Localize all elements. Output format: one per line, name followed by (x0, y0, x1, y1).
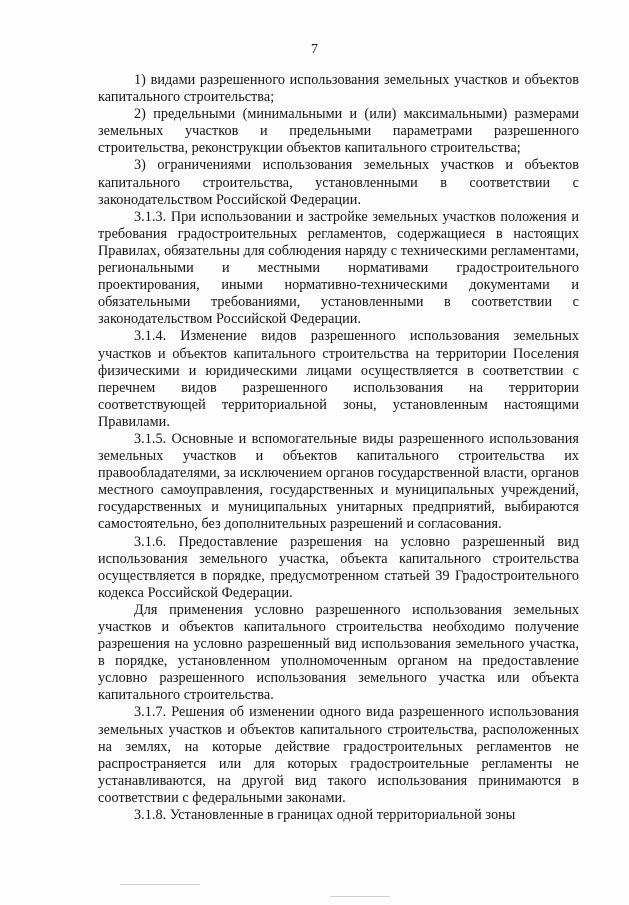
paragraph-1: 1) видами разрешенного использования земельных участков и объектов капитального строительства; (98, 72, 579, 106)
paragraph-3-1-6: 3.1.6. Предоставление разрешения на условно разрешенный вид использования земельного участка, объекта капитального строительства осуществляется в порядке, предусмотренном статьей 39 Градостроительного кодекса Российской Федерации. (98, 533, 579, 601)
scan-artifact (330, 896, 390, 897)
page-number: 7 (311, 42, 318, 57)
paragraph-conditional-use: Для применения условно разрешенного использования земельных участков и объектов капитального строительства необходимо получение разрешения на условно разрешенный вид использования земельного участка, в порядке, установленном уполномоченным органом на предоставление условно разрешенного использования земельного участка или объекта капитального строительства. (98, 601, 579, 704)
paragraph-3-1-4: 3.1.4. Изменение видов разрешенного использования земельных участков и объектов капитального строительства на территории Поселения физическими и юридическими лицами осуществляется в соответствии с перечнем видов разрешенного использования на территории соответствующей территориальной зоны, установленным настоящими Правилами. (98, 328, 579, 430)
paragraph-3-1-3: 3.1.3. При использовании и застройке земельных участков положения и требования градостроительных регламентов, содержащиеся в настоящих Правилах, обязательны для соблюдения наряду с техническими регламентами, региональными и местными нормативами градостроительного проектирования, иными нормативно-техническими документами и обязательными требованиями, установленными в соответствии с законодательством Российской Федерации. (98, 208, 579, 328)
paragraph-3-1-5: 3.1.5. Основные и вспомогательные виды разрешенного использования земельных участков и объектов капитального строительства их правообладателями, за исключением органов государственной власти, органов местного самоуправления, государственных и муниципальных учреждений, государственных и муниципальных унитарных предприятий, выбираются самостоятельно, без дополнительных разрешений и согласования. (98, 430, 579, 533)
paragraph-3: 3) ограничениями использования земельных участков и объектов капитального строительства, установленными в соответствии с законодательством Российской Федерации. (98, 157, 579, 208)
paragraph-3-1-8: 3.1.8. Установленные в границах одной территориальной зоны (134, 807, 516, 824)
document-body (98, 72, 579, 824)
paragraph-2: 2) предельными (минимальными и (или) максимальными) размерами земельных участков и предельными параметрами разрешенного строительства, реконструкции объектов капитального строительства; (98, 106, 579, 157)
paragraph-3-1-7: 3.1.7. Решения об изменении одного вида разрешенного использования земельных участков и объектов капитального строительства, расположенных на землях, на которые действие градостроительных регламентов не распространяется или для которых градостроительные регламенты не устанавливаются, на другой вид такого использования принимаются в соответствии с федеральными законами. (98, 704, 579, 806)
scan-artifact (120, 884, 200, 885)
